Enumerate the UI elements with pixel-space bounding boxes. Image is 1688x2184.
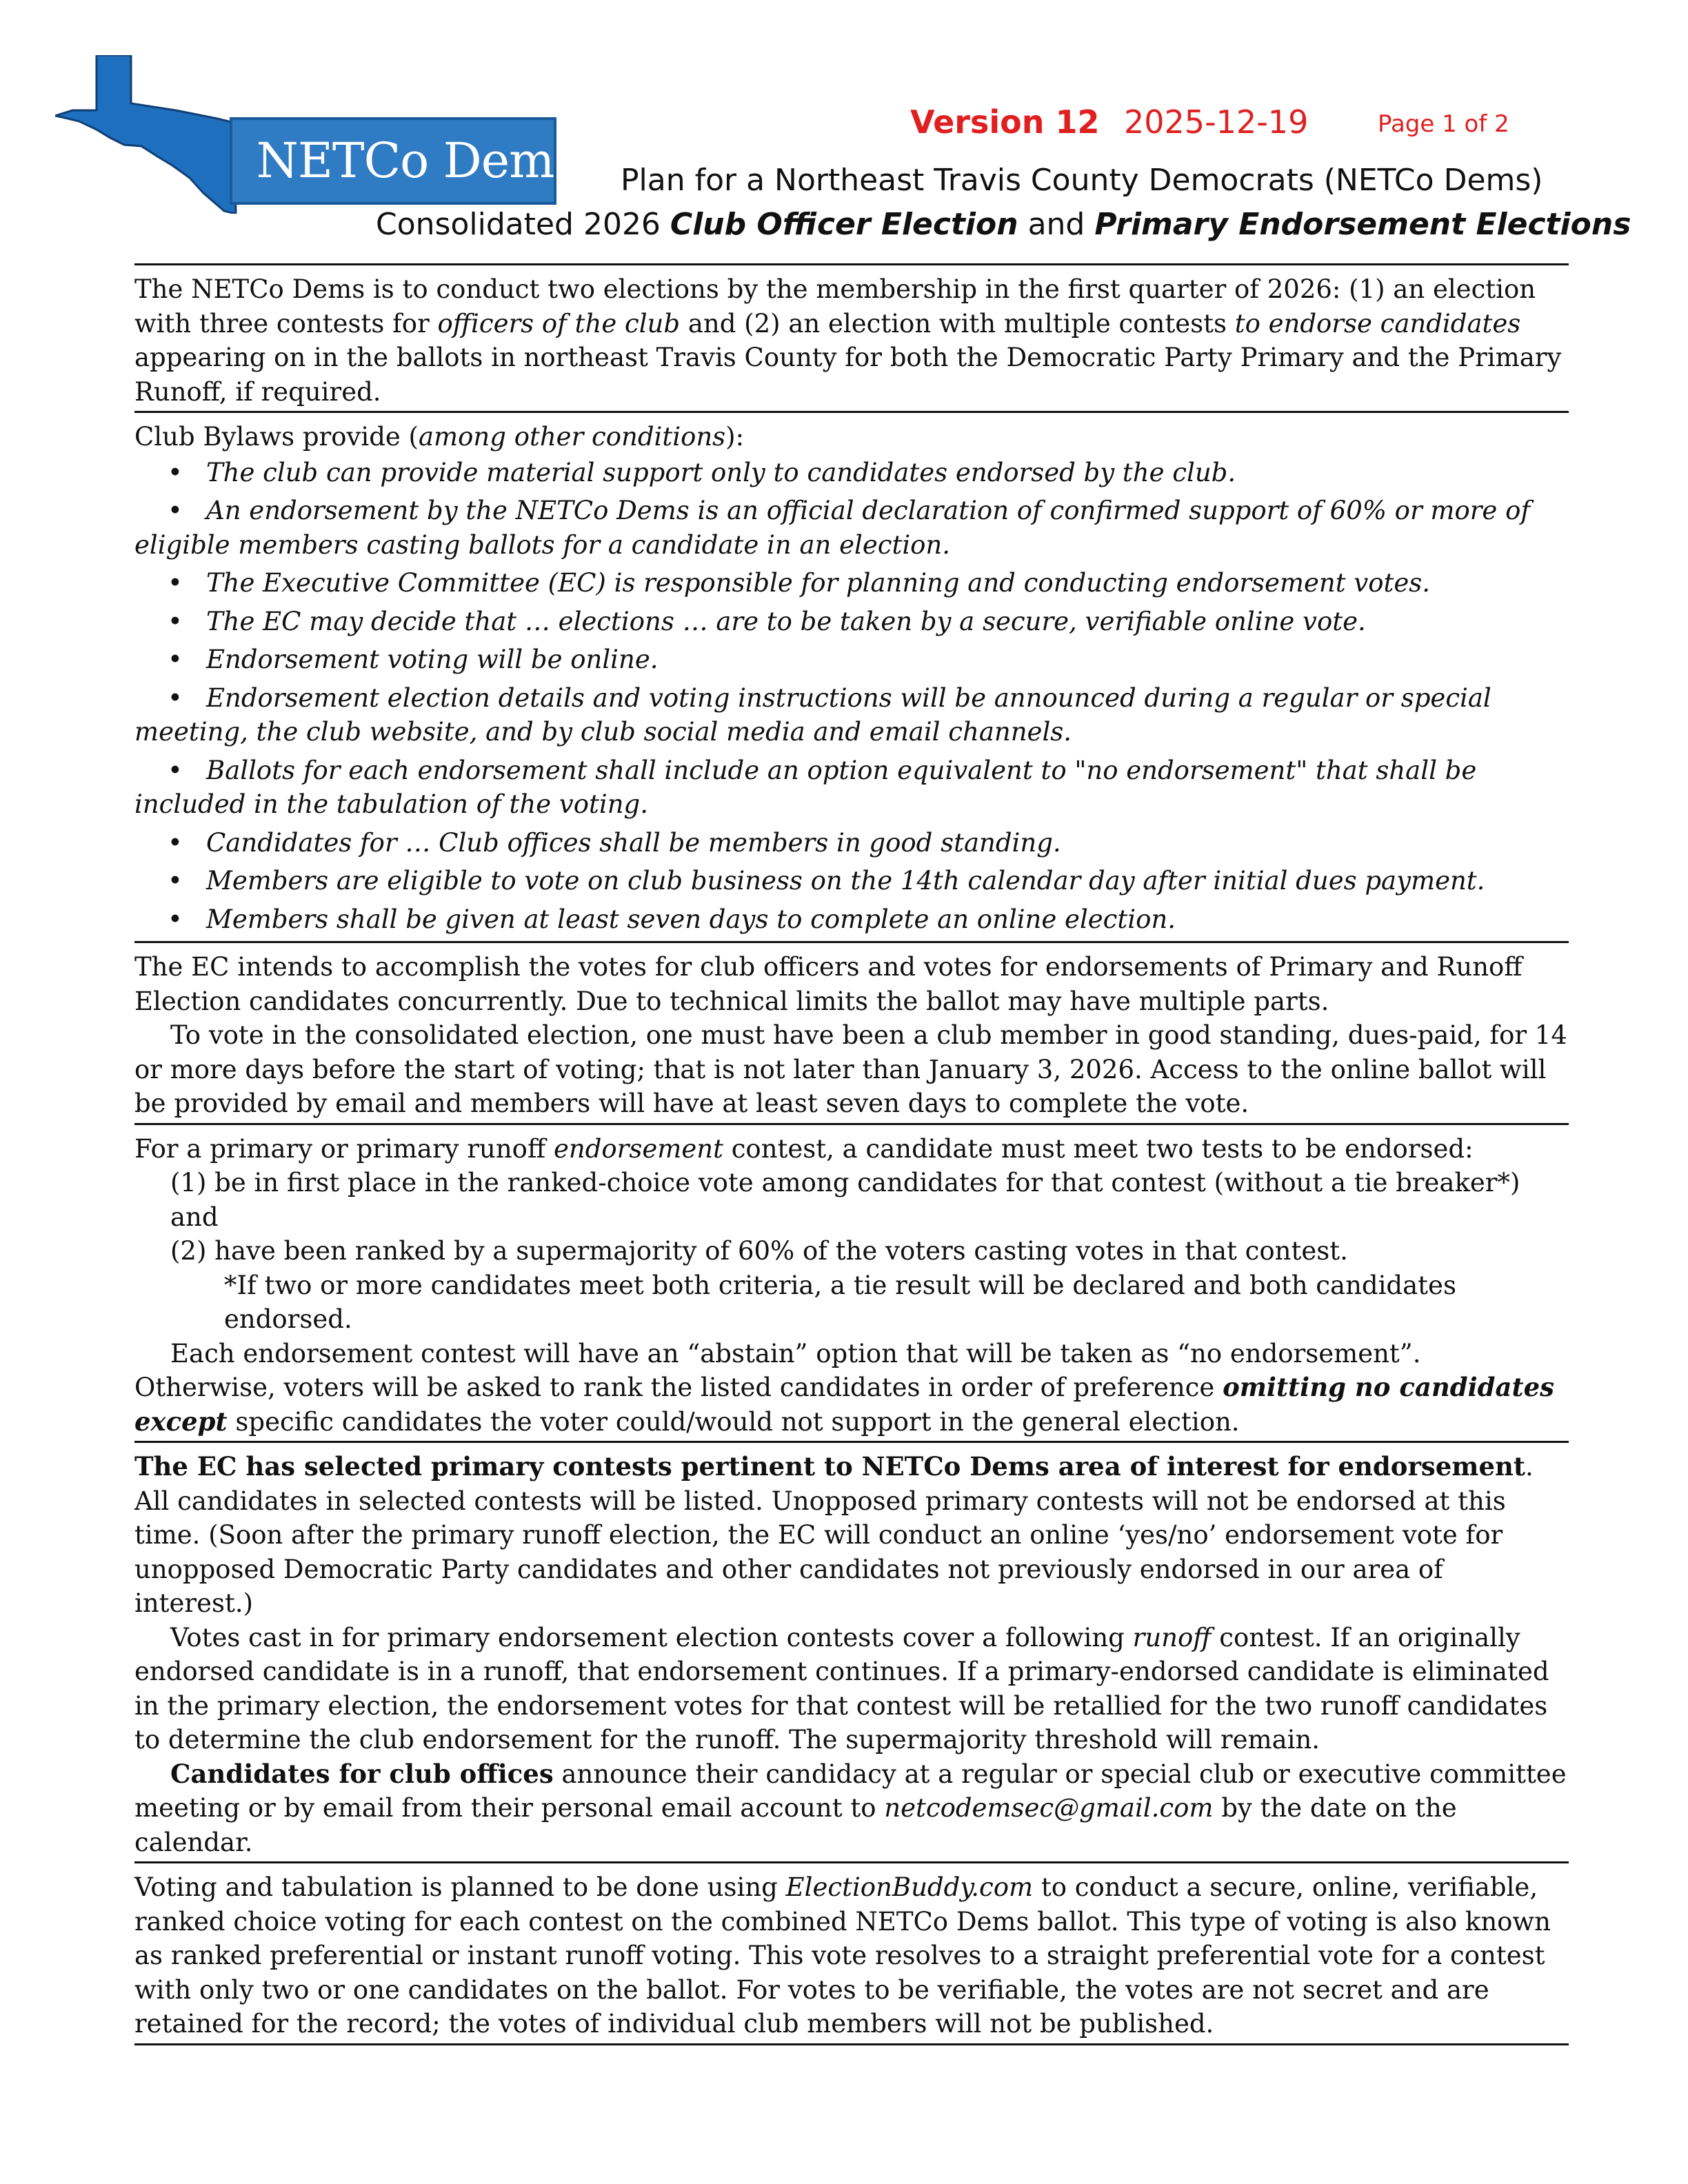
- bylaw-text: Endorsement voting will be online.: [206, 645, 659, 674]
- bylaw-item: [134, 825, 1569, 863]
- text-bold-italic: omitting no candidates except: [134, 1372, 1554, 1437]
- endorsement-tests-section: [134, 1123, 1569, 1442]
- bullet-icon: •: [168, 827, 183, 858]
- title-text: Consolidated 2026: [376, 207, 670, 242]
- bullet-icon: •: [168, 606, 183, 636]
- bylaw-item: [134, 565, 1569, 603]
- bullet-icon: •: [168, 866, 183, 896]
- bylaw-text: The Executive Committee (EC) is responsible for planning and conducting endorsement votes.: [206, 568, 1431, 598]
- text-italic: officers of the club: [437, 308, 681, 338]
- bylaw-text: Members are eligible to vote on club business on the 14th calendar day after initial dues payment.: [206, 866, 1485, 896]
- runoff-paragraph: [134, 1621, 1569, 1757]
- bylaws-section: [134, 411, 1569, 941]
- text: and (2) an election with multiple contests: [680, 308, 1235, 338]
- tests-lead: [134, 1132, 1569, 1166]
- version-date: 2025-12-19: [1124, 103, 1309, 141]
- bullet-icon: •: [168, 904, 183, 934]
- version-label: Version 12: [910, 103, 1100, 141]
- bylaw-item: [134, 603, 1569, 642]
- intro-section: [134, 263, 1569, 411]
- bylaw-text: Candidates for … Club offices shall be members in good standing.: [206, 827, 1061, 858]
- text-bold: The EC has selected primary contests pertinent to NETCo Dems area of interest for endorsement: [134, 1451, 1525, 1482]
- selected-paragraph: [134, 1450, 1569, 1621]
- bylaw-item: [134, 492, 1569, 565]
- bylaw-item: [134, 901, 1569, 940]
- title-emphasis: Primary Endorsement Elections: [1094, 207, 1631, 242]
- text-italic: runoff: [1132, 1622, 1212, 1652]
- test-2: (2) have been ranked by a supermajority of 60% of the voters casting votes in that contest.: [170, 1236, 1348, 1266]
- text: Club Bylaws provide (: [134, 422, 419, 452]
- text: announce their candidacy at a regular or special club or executive committee meeting or by email from their personal email account to: [134, 1759, 1567, 1823]
- bylaws-lead: [134, 420, 1569, 454]
- bylaw-text: Ballots for each endorsement shall include an option equivalent to "no endorsement" that shall be included in the tabulation of the voting.: [134, 755, 1477, 819]
- intro-paragraph: [134, 272, 1569, 409]
- voting-section: [134, 1861, 1569, 2045]
- text: appearing on in the ballots in northeast Travis County for both the Democratic Party Primary and the Primary Runoff, if required.: [134, 343, 1562, 407]
- text: Votes cast in for primary endorsement election contests cover a following: [170, 1622, 1133, 1652]
- text: Voting and tabulation is planned to be done using: [134, 1872, 786, 1902]
- abstain-paragraph: [134, 1337, 1569, 1439]
- document-body: [134, 263, 1569, 2045]
- netco-dems-logo: [55, 55, 579, 214]
- electionbuddy-link[interactable]: ElectionBuddy.com: [785, 1872, 1034, 1902]
- title-line-2: [376, 207, 1631, 242]
- test-1: (1) be in first place in the ranked-choice vote among candidates for that contest (without a tie breaker*) and: [170, 1168, 1520, 1232]
- text-italic: endorsement: [554, 1133, 723, 1164]
- text-italic: to endorse candidates: [1234, 308, 1521, 338]
- tie-note: *If two or more candidates meet both criteria, a tie result will be declared and both candidates endorsed.: [224, 1270, 1456, 1334]
- page-number: Page 1 of 2: [1378, 110, 1509, 138]
- bullet-icon: •: [168, 457, 183, 487]
- text: contest. If an originally endorsed candidate is in a runoff, that endorsement continues. If a primary-endorsed candidate is eliminated in the primary election, the endorsement votes for that contest will be retallied for the two runoff candidates to determine the club endorsement for the runoff. The supermajority threshold will remain.: [134, 1622, 1549, 1755]
- title-line-1: Plan for a Northeast Travis County Democrats (NETCo Dems): [621, 163, 1543, 198]
- ec-intends-paragraph: The EC intends to accomplish the votes for club officers and votes for endorsements of Primary and Runoff Election candidates concurrently. Due to technical limits the ballot may have multiple parts.: [134, 952, 1523, 1016]
- bylaw-text: Endorsement election details and voting instructions will be announced during a regular or special meeting, the club website, and by club social media and email channels.: [134, 682, 1491, 747]
- text: Each endorsement contest will have an “abstain” option that will be taken as “no endorsement”. Otherwise, voters will be asked to rank the listed candidates in order of preference: [134, 1338, 1421, 1402]
- bullet-icon: •: [168, 682, 183, 713]
- bylaw-item: [134, 680, 1569, 752]
- texas-shape: [55, 55, 236, 214]
- bullet-icon: •: [168, 645, 183, 674]
- bylaw-text: The club can provide material support only to candidates endorsed by the club.: [206, 457, 1236, 487]
- text: specific candidates the voter could/would not support in the general election.: [227, 1406, 1240, 1437]
- text: contest, a candidate must meet two tests to be endorsed:: [723, 1133, 1474, 1164]
- bylaw-item: [134, 752, 1569, 825]
- ec-intends-section: [134, 941, 1569, 1123]
- text: For a primary or primary runoff: [134, 1133, 554, 1164]
- text-italic: among other conditions: [419, 422, 726, 452]
- bylaw-text: Members shall be given at least seven days to complete an online election.: [206, 904, 1176, 934]
- bylaw-text: An endorsement by the NETCo Dems is an official declaration of confirmed support of 60% or more of eligible members casting ballots for a candidate in an election.: [134, 496, 1531, 560]
- email-link[interactable]: netcodemsec@gmail.com: [884, 1793, 1214, 1823]
- title-emphasis: Club Officer Election: [670, 207, 1018, 242]
- bullet-icon: •: [168, 496, 183, 525]
- selected-contests-section: [134, 1441, 1569, 1861]
- bylaw-item: [134, 862, 1569, 901]
- candidacy-paragraph: [134, 1757, 1569, 1860]
- text: to conduct a secure, online, verifiable, ranked choice voting for each contest on the combined NETCo Dems ballot. This type of voting is also known as ranked preferential or instant runoff voting. This vote resolves to a straight preferential vote for a contest with only two or one candidates on the ballot. For votes to be verifiable, the votes are not secret and are retained for the record; the votes of individual club members will not be published.: [134, 1872, 1551, 2039]
- voting-paragraph: [134, 1870, 1569, 2041]
- bylaw-item: [134, 454, 1569, 493]
- bullet-icon: •: [168, 755, 183, 785]
- text: by the date on the calendar.: [134, 1793, 1457, 1857]
- bylaw-item: [134, 641, 1569, 680]
- text: ):: [725, 422, 745, 452]
- bullet-icon: •: [168, 568, 183, 598]
- text-bold: Candidates for club offices: [170, 1758, 554, 1789]
- eligibility-paragraph: To vote in the consolidated election, one must have been a club member in good standing, dues-paid, for 14 or more days before the start of voting; that is not later than January 3, 2026. Access to the online ballot will be provided by email and members will have at least seven days to complete the vote.: [134, 1020, 1567, 1118]
- text: The NETCo Dems is to conduct two elections by the membership in the first quarter of 2026: (1) an election with three contests for: [134, 274, 1536, 338]
- logo-text: NETCo Dems: [256, 132, 579, 189]
- title-text: and: [1018, 207, 1095, 242]
- text: . All candidates in selected contests will be listed. Unopposed primary contests will not be endorsed at this time. (Soon after the primary runoff election, the EC will conduct an online ‘yes/no’ endorsement vote for unopposed Democratic Party candidates and other candidates not previously endorsed in our area of interest.): [134, 1452, 1534, 1618]
- bylaw-text: The EC may decide that … elections … are to be taken by a secure, verifiable online vote.: [206, 606, 1366, 636]
